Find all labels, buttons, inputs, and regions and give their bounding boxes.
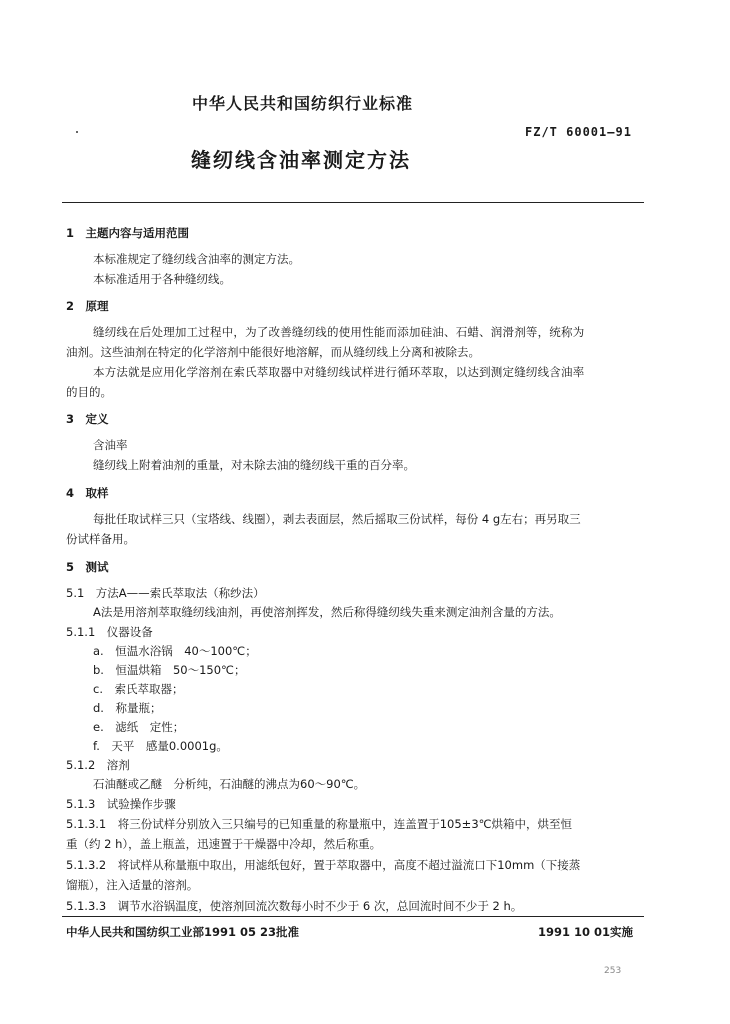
header-divider [62,202,644,203]
step-5-1-3-3: 5.1.3.3 调节水浴锅温度，使溶剂回流次数每小时不少于 6 次，总回流时间不少于 2 h。 [66,899,523,913]
section-4-heading: 4 取样 [66,486,109,500]
scan-speck [76,131,78,133]
section-2-paragraph: 本方法就是应用化学溶剂在索氏萃取器中对缝纫线试样进行循环萃取，以达到测定缝纫线含油率 [93,365,585,379]
approval-note: 中华人民共和国纺织工业部1991 05 23批准 [66,925,300,939]
step-5-1-3-1: 重（约 2 h），盖上瓶盖，迅速置于干燥器中冷却，然后称重。 [66,837,382,851]
step-5-1-3-2: 馏瓶），注入适量的溶剂。 [66,878,199,892]
equipment-item: f. 天平 感量0.0001g。 [93,739,228,753]
section-4-paragraph: 每批任取试样三只（宝塔线、线圈），剥去表面层，然后摇取三份试样，每份 4 g左右；再另取三 [93,512,581,526]
section-5-heading: 5 测试 [66,560,109,574]
section-5-1-2-heading: 5.1.2 溶剂 [66,758,130,772]
document-title: 缝纫线含油率测定方法 [191,148,411,172]
step-5-1-3-2: 5.1.3.2 将试样从称量瓶中取出，用滤纸包好，置于萃取器中，高度不超过溢流口下10mm（下接蒸 [66,858,581,872]
standard-number: FZ/T 60001—91 [525,125,632,139]
definition: 缝纫线上附着油剂的重量，对未除去油的缝纫线干重的百分率。 [93,458,415,472]
section-2-paragraph: 的目的。 [66,385,112,399]
section-2-paragraph: 缝纫线在后处理加工过程中，为了改善缝纫线的使用性能而添加硅油、石蜡、润滑剂等，统称为 [93,325,585,339]
section-2-heading: 2 原理 [66,299,109,313]
term: 含油率 [93,438,128,452]
equipment-item: c. 索氏萃取器； [93,682,184,696]
equipment-item: d. 称量瓶； [93,701,162,715]
section-2-paragraph: 油剂。这些油剂在特定的化学溶剂中能很好地溶解，而从缝纫线上分离和被除去。 [66,345,480,359]
section-5-1-2-paragraph: 石油醚或乙醚 分析纯，石油醚的沸点为60～90℃。 [93,777,366,791]
section-3-heading: 3 定义 [66,412,109,426]
section-5-1-paragraph: A法是用溶剂萃取缝纫线油剂，再使溶剂挥发，然后称得缝纫线失重来测定油剂含量的方法。 [93,605,561,619]
equipment-item: b. 恒温烘箱 50～150℃； [93,663,246,677]
section-4-paragraph: 份试样备用。 [66,532,135,546]
footer-divider [62,916,644,917]
section-1-heading: 1 主题内容与适用范围 [66,226,190,240]
section-5-1-heading: 5.1 方法A——索氏萃取法（称纱法） [66,586,265,600]
organization-title: 中华人民共和国纺织行业标准 [192,94,414,113]
section-5-1-1-heading: 5.1.1 仪器设备 [66,625,153,639]
section-5-1-3-heading: 5.1.3 试验操作步骤 [66,797,176,811]
section-1-paragraph: 本标准规定了缝纫线含油率的测定方法。 [93,252,300,266]
effective-date: 1991 10 01实施 [538,925,634,939]
equipment-item: e. 滤纸 定性； [93,720,185,734]
equipment-item: a. 恒温水浴锅 40～100℃； [93,644,257,658]
section-1-paragraph: 本标准适用于各种缝纫线。 [93,272,231,286]
page-number: 253 [604,966,622,976]
step-5-1-3-1: 5.1.3.1 将三份试样分别放入三只编号的已知重量的称量瓶中，连盖置于105±3℃烘箱中，烘至恒 [66,817,573,831]
